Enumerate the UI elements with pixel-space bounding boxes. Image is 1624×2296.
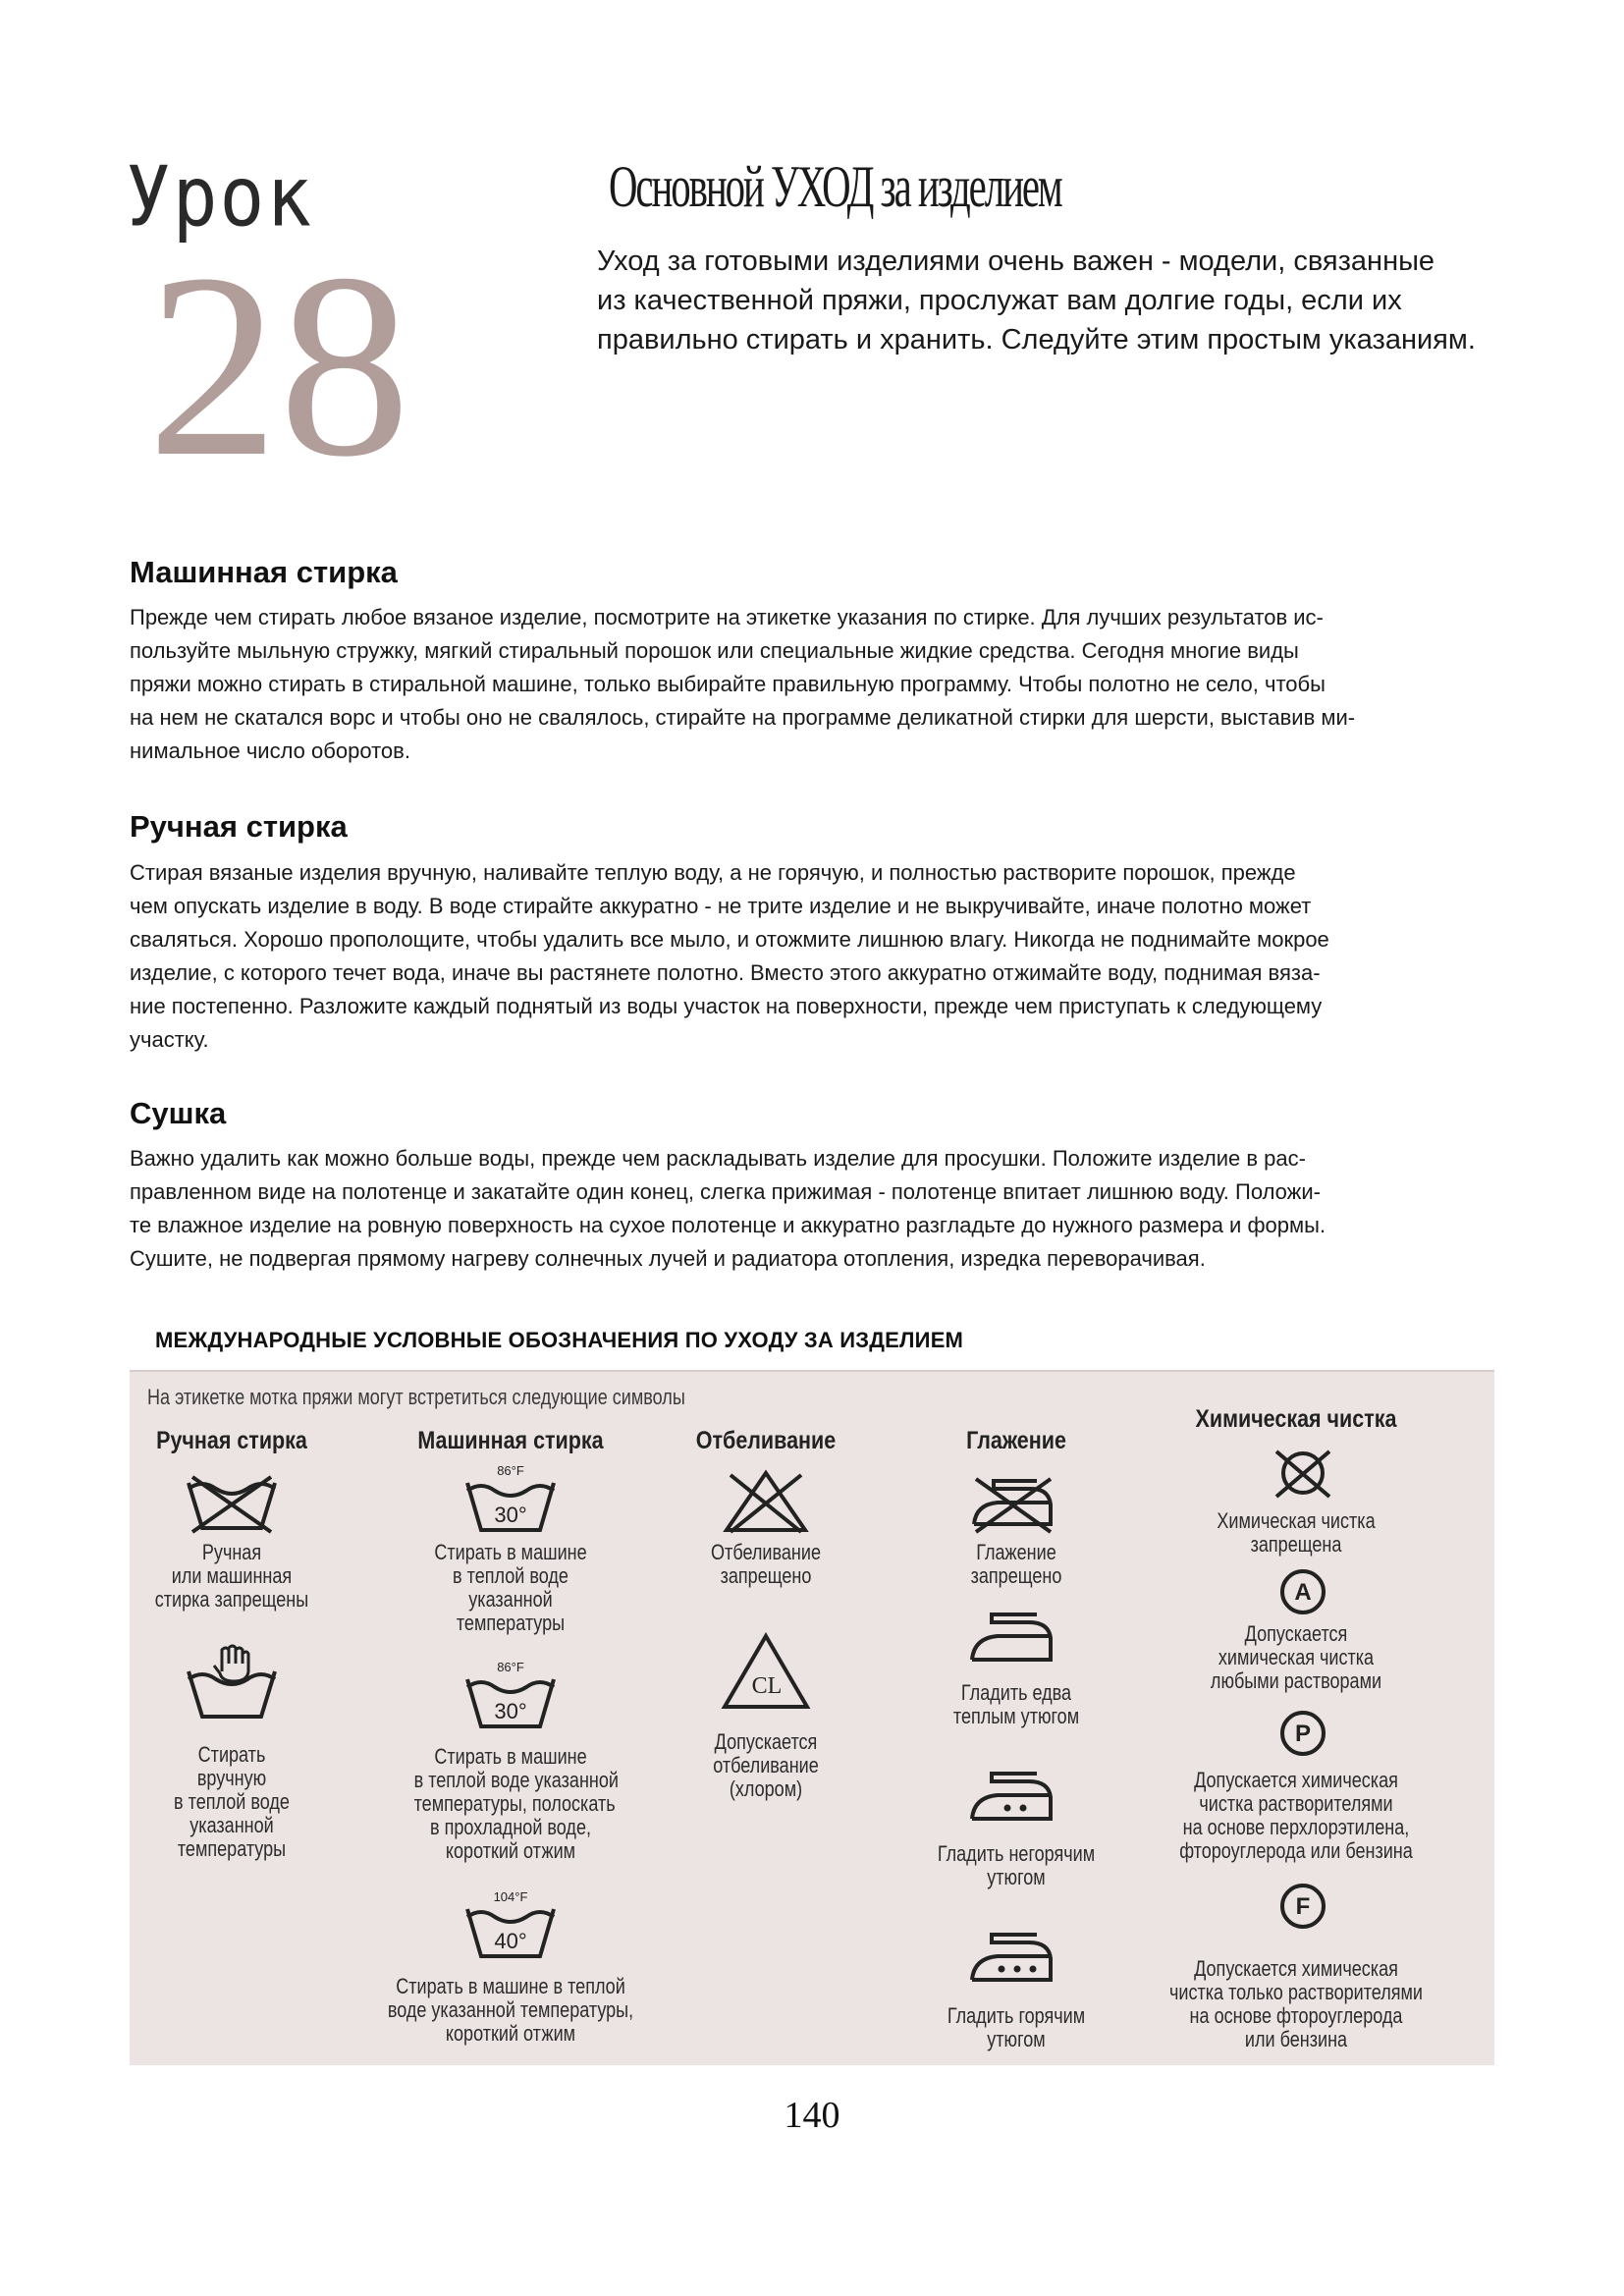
temp-c-label: 30° [494,1699,527,1723]
no-iron-caption: Глажение запрещено [970,1540,1062,1588]
temp-f-label: 86°F [497,1463,524,1478]
drying-heading: Сушка [130,1096,227,1130]
machine-wash-heading: Машинная стирка [130,555,398,589]
intro-line: правильно стирать и хранить. Следуйте этим простым указаниям. [597,324,1476,355]
text-line: Стирая вязаные изделия вручную, наливайте теплую воду, а не горячую, и полностью растворите порошок, прежде [130,860,1296,885]
column-bleach: Отбеливание [695,1427,837,1454]
iron-hot-icon [968,1929,1056,1988]
column-dry-cleaning: Химическая чистка [1195,1405,1397,1433]
temp-f-label: 86°F [497,1660,524,1674]
text-line: Прежде чем стирать любое вязаное изделие, посмотрите на этикетке указания по стирке. Для лучших результатов ис- [130,605,1324,629]
dry-clean-a-icon [1278,1567,1327,1616]
chlorine-bleach-caption: Допускается отбеливание (хлором) [713,1729,819,1801]
column-hand-wash: Ручная стирка [156,1427,307,1454]
temp-c-label: 40° [494,1929,527,1953]
temp-f-label: 104°F [493,1889,528,1904]
hand-wash-text [130,856,1475,1057]
page-number: 140 [784,2095,840,2136]
no-wash-icon [183,1473,281,1534]
machine-wash-text [130,601,1475,768]
dry-clean-f-icon [1278,1882,1327,1931]
panel-note: На этикетке мотка пряжи могут встретиться следующие символы [147,1385,685,1409]
cl-label: CL [751,1673,783,1699]
letter-f: F [1295,1893,1311,1920]
text-line: те влажное изделие на ровную поверхность на сухое полотенце и аккуратно разгладьте до нужного размера и формы. [130,1213,1326,1237]
page-title: Основной УХОД за изделием [609,154,1061,219]
letter-p: P [1294,1721,1312,1747]
text-line: нимальное число оборотов. [130,738,410,763]
no-bleach-icon [721,1467,811,1536]
text-line: Сушите, не подвергая прямому нагреву солнечных лучей и радиатора отопления, изредка переворачивая. [130,1246,1206,1271]
machine-wash-30-gentle-caption: Стирать в машине в теплой воде указанной температуры, полоскать в прохладной воде, короткий отжим [413,1744,619,1863]
no-wash-caption: Ручная или машинная стирка запрещены [154,1540,309,1612]
dry-clean-p-caption: Допускается химическая чистка растворителями на основе перхлорэтилена, фтороуглерода или бензина [1179,1768,1413,1863]
column-ironing: Глажение [966,1427,1066,1454]
machine-wash-30-gentle-icon [461,1660,560,1730]
dry-clean-f-caption: Допускается химическая чистка только растворителями на основе фтороуглерода или бензина [1168,1956,1423,2051]
iron-low-caption: Гладить едва теплым утюгом [952,1680,1080,1728]
drying-text [130,1142,1475,1276]
dry-clean-p-icon [1278,1709,1327,1758]
iron-medium-caption: Гладить негорячим утюгом [937,1841,1096,1889]
intro-line: из качественной пряжи, прослужат вам долгие годы, если их [597,285,1402,316]
lesson-label: Урок [126,147,314,246]
lesson-number: 28 [147,219,410,511]
hand-wash-heading: Ручная стирка [130,809,348,844]
intro-text [597,242,1549,359]
no-bleach-caption: Отбеливание запрещено [711,1540,821,1588]
letter-a: A [1294,1579,1312,1606]
iron-hot-caption: Гладить горячим утюгом [947,2003,1086,2051]
dry-clean-a-caption: Допускается химическая чистка любыми растворами [1210,1621,1382,1693]
temp-c-label: 30° [494,1503,527,1527]
no-dry-clean-icon [1269,1444,1337,1503]
no-dry-clean-caption: Химическая чистка запрещена [1217,1508,1376,1557]
machine-wash-30-caption: Стирать в машине в теплой воде указанной температуры [434,1540,587,1635]
text-line: пряжи можно стирать в стиральной машине, только выбирайте правильную программу. Чтобы полотно не село, чтобы [130,672,1326,696]
text-line: Важно удалить как можно больше воды, прежде чем раскладывать изделие для просушки. Положите изделие в рас- [130,1146,1306,1171]
text-line: пользуйте мыльную стружку, мягкий стиральный порошок или специальные жидкие средства. Сегодня многие виды [130,638,1299,663]
symbols-heading: МЕЖДУНАРОДНЫЕ УСЛОВНЫЕ ОБОЗНАЧЕНИЯ ПО УХОДУ ЗА ИЗДЕЛИЕМ [155,1328,964,1352]
text-line: правленном виде на полотенце и закатайте один конец, слегка прижимая - полотенце впитает лишнюю воду. Положи- [130,1179,1321,1204]
chlorine-bleach-icon [721,1632,811,1711]
text-line: на нем не скатался ворс и чтобы оно не свалялось, стирайте на программе деликатной стирки для шерсти, выставив ми- [130,705,1356,730]
text-line: чем опускать изделие в воду. В воде стирайте аккуратно - не трите изделие и не выкручивайте, иначе полотно может [130,894,1312,918]
intro-line: Уход за готовыми изделиями очень важен - модели, связанные [597,246,1435,277]
text-line: изделие, с которого течет вода, иначе вы растянете полотно. Вместо этого аккуратно отжимайте воду, поднимая вяза- [130,960,1321,985]
column-machine-wash: Машинная стирка [417,1427,604,1454]
text-line: участку. [130,1027,209,1052]
machine-wash-30-icon [461,1463,560,1534]
machine-wash-40-icon [461,1889,560,1960]
hand-wash-icon [183,1642,281,1721]
hand-wash-caption: Стирать вручную в теплой воде указанной температуры [174,1742,290,1861]
text-line: ние постепенно. Разложите каждый поднятый из воды участок на поверхности, прежде чем приступать к следующему [130,994,1323,1018]
machine-wash-40-caption: Стирать в машине в теплой воде указанной температуры, короткий отжим [387,1974,634,2046]
no-iron-icon [968,1469,1056,1534]
iron-medium-icon [968,1768,1056,1827]
iron-low-icon [968,1609,1056,1667]
text-line: сваляться. Хорошо прополощите, чтобы удалить все мыло, и отожмите лишнюю влагу. Никогда не поднимайте мокрое [130,927,1329,952]
